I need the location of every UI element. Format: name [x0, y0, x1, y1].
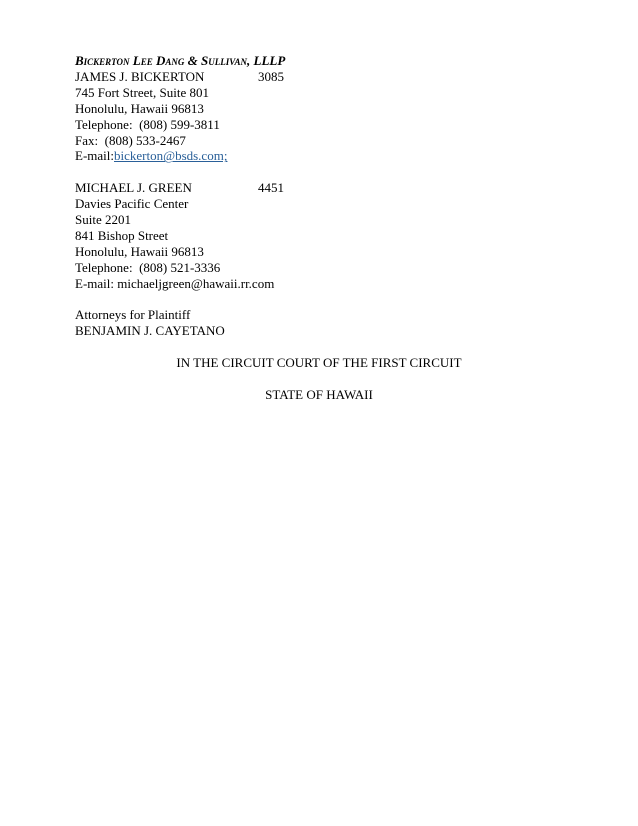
- attorney2-telephone: Telephone: (808) 521-3336: [75, 259, 221, 275]
- attorney1-fax: Fax: (808) 533-2467: [75, 132, 186, 148]
- attorney1-address-line2: Honolulu, Hawaii 96813: [75, 100, 204, 116]
- document-content: [75, 53, 563, 403]
- attorney1-email-line: [75, 148, 563, 164]
- blank-line: [75, 292, 563, 308]
- attorney2-address-line4: Honolulu, Hawaii 96813: [75, 243, 204, 259]
- attorney2-email: E-mail: michaeljgreen@hawaii.rr.com: [75, 275, 275, 291]
- attorney2-address-line2: Suite 2201: [75, 212, 131, 228]
- representing-line1: Attorneys for Plaintiff: [75, 307, 191, 323]
- court-header-line2: STATE OF HAWAII: [265, 386, 373, 402]
- blank-line: [75, 339, 563, 355]
- attorney1-email-link[interactable]: bickerton@bsds.com;: [114, 148, 228, 164]
- attorney1-address-line1: 745 Fort Street, Suite 801: [75, 84, 209, 100]
- court-header-line1: IN THE CIRCUIT COURT OF THE FIRST CIRCUIT: [176, 355, 462, 371]
- attorney1-name: JAMES J. BICKERTON: [75, 68, 205, 84]
- attorney1-bar-number: 3085: [258, 68, 284, 84]
- attorney1-email-label: E-mail:: [75, 148, 114, 164]
- blank-line: [75, 164, 563, 180]
- attorney1-telephone: Telephone: (808) 599-3811: [75, 116, 220, 132]
- firm-name: Bickerton Lee Dang & Sullivan, LLLP: [75, 53, 286, 68]
- attorney2-name-line: [75, 180, 563, 196]
- blank-line: [75, 371, 563, 387]
- attorney2-address-line1: Davies Pacific Center: [75, 196, 189, 212]
- attorney2-address-line3: 841 Bishop Street: [75, 227, 169, 243]
- attorney1-name-line: [75, 69, 563, 85]
- attorney2-name: MICHAEL J. GREEN: [75, 180, 192, 196]
- representing-line2: BENJAMIN J. CAYETANO: [75, 323, 225, 339]
- attorney2-bar-number: 4451: [258, 180, 284, 196]
